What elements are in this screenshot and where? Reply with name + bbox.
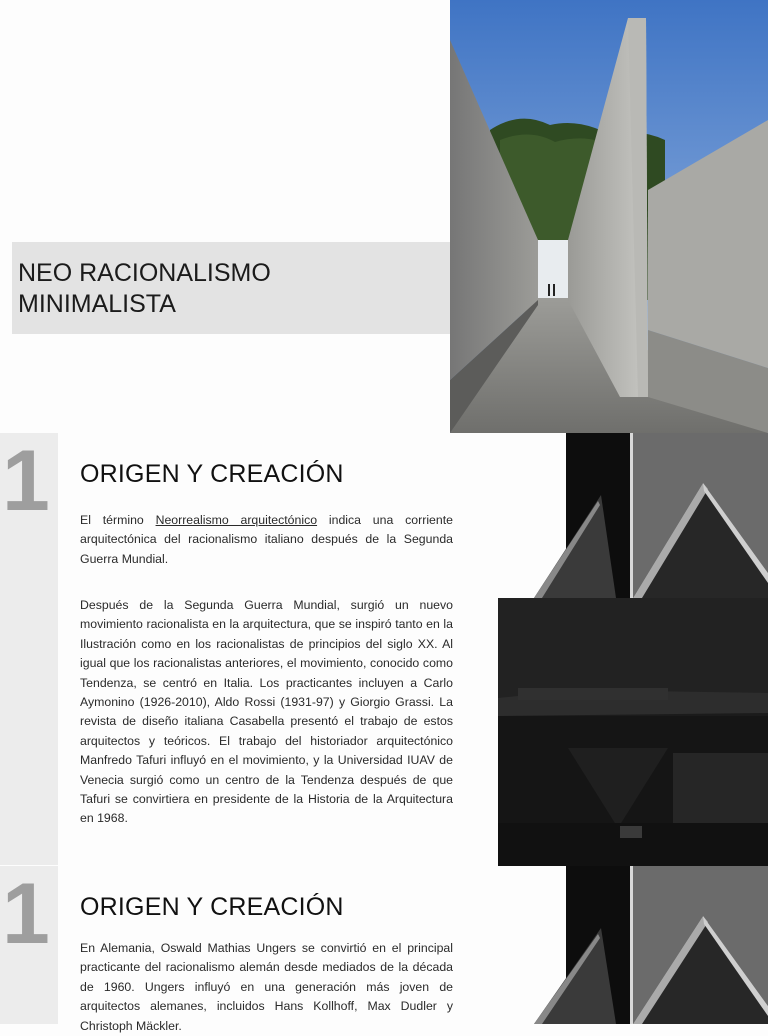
- hero-corridor-photo: [450, 0, 768, 433]
- section-number-strip: [0, 866, 58, 1024]
- section-number: 1: [2, 433, 50, 529]
- paragraph-text: El término: [80, 513, 156, 527]
- paragraph-germany: En Alemania, Oswald Mathias Ungers se convirtió en el principal practicante del racionalismo alemán desde mediados de la década de 1960. Ungers influyó en una generación más joven de arquitectos alemanes, incluidos Hans Kollhoff, Max Dudler y Christoph Mäckler.: [80, 941, 453, 1033]
- section-heading: ORIGEN Y CREACIÓN: [80, 893, 344, 921]
- page-title: NEO RACIONALISMO MINIMALISTA: [18, 259, 271, 318]
- dark-building-photo: [498, 598, 768, 866]
- section-heading: ORIGEN Y CREACIÓN: [80, 460, 344, 488]
- paragraph-text: indica una corriente arquitectónica del racionalismo italiano después de la Segunda Guerra Mundial.: [80, 513, 453, 566]
- paragraph-history: Después de la Segunda Guerra Mundial, surgió un nuevo movimiento racionalista en la arquitectura, que se inspiró tanto en la Ilustración como en los racionalistas de principios del siglo XX. Al igual que los racionalistas anteriores, el movimiento, conocido como Tendenza, se centró en Italia. Los practicantes incluyen a Carlo Aymonino (1926-2010), Aldo Rossi (1931-97) y Giorgio Grassi. La revista de diseño italiana Casabella presentó el trabajo de estos arquitectos y teóricos. El trabajo del historiador arquitectónico Manfredo Tafuri influyó en el movimiento, y la Universidad IUAV de Venecia surgió como un centro de la Tendenza después de que Tafuri se convirtiera en presidente de la Historia de la Arquitectura en 1968.: [80, 598, 453, 826]
- paragraph-intro: [80, 511, 453, 569]
- dark-peaks-photo: [498, 433, 768, 598]
- section-number: 1: [2, 866, 50, 962]
- section-number-strip: [0, 433, 58, 865]
- dark-peaks-photo: [498, 866, 768, 1024]
- neorrealismo-link[interactable]: Neorrealismo arquitectónico: [155, 513, 318, 527]
